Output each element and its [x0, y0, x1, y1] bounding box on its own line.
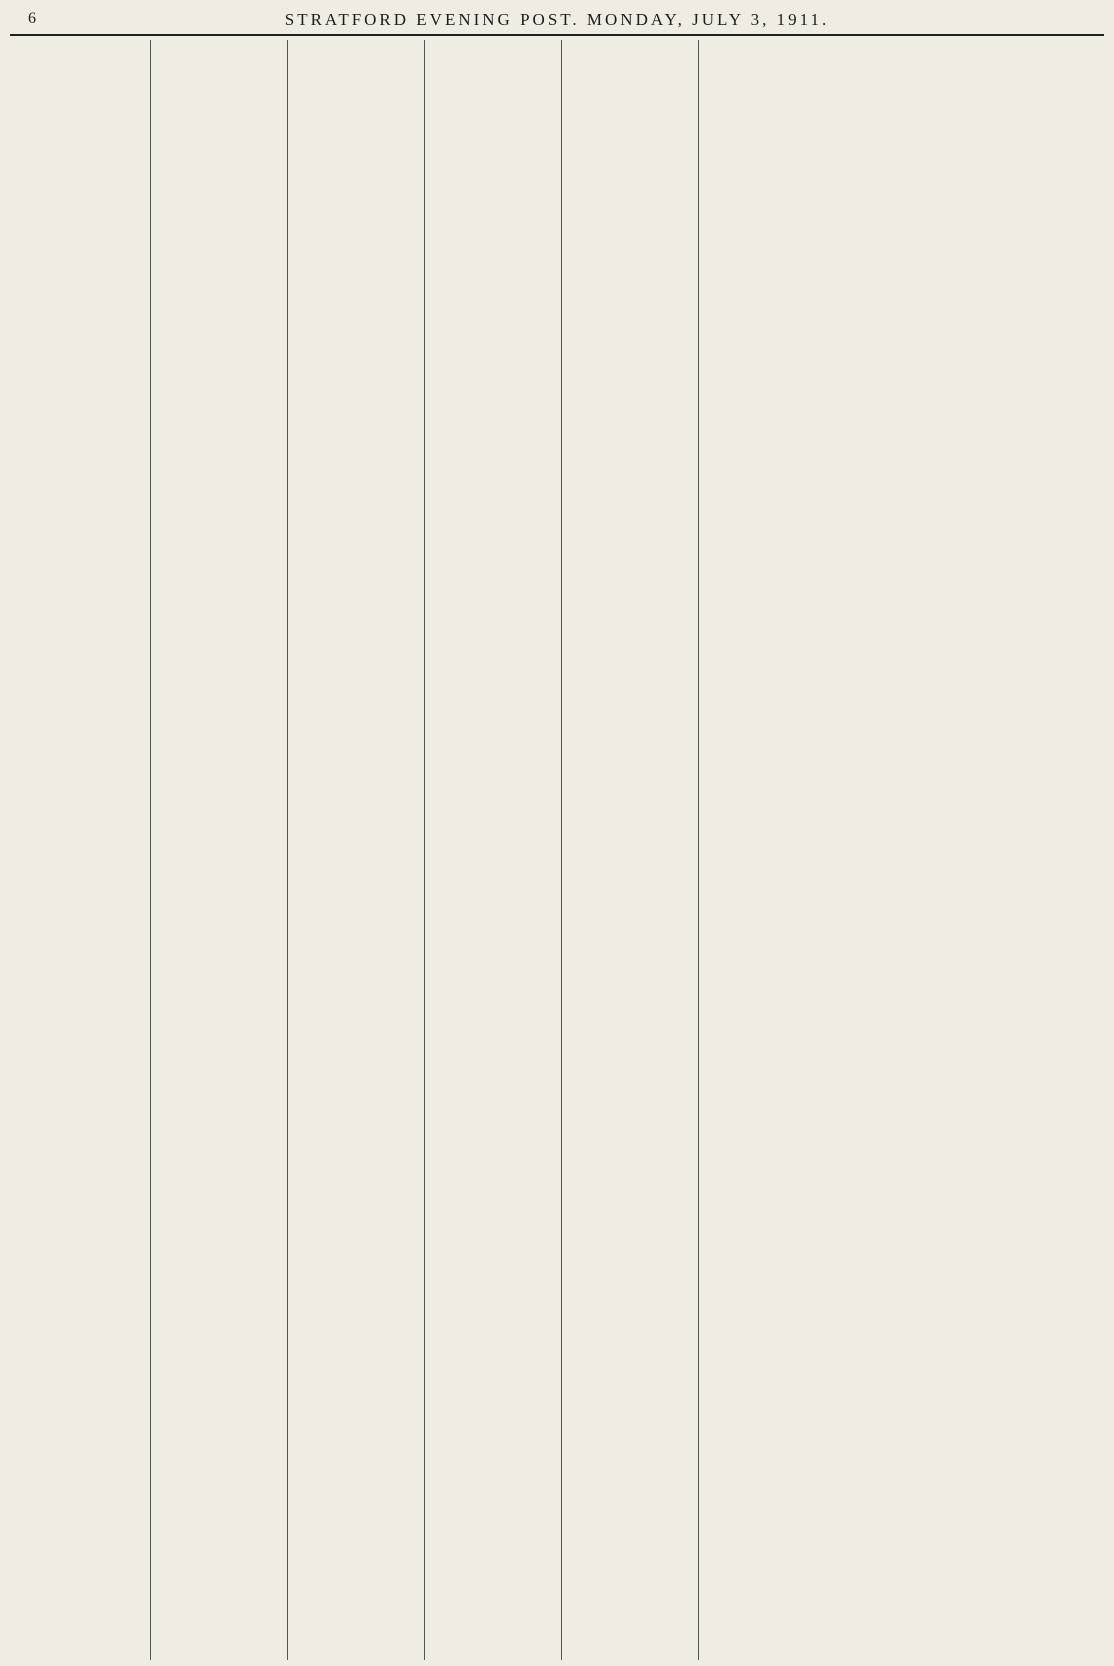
newspaper-title: STRATFORD EVENING POST. MONDAY, JULY 3, 1911. — [284, 10, 830, 29]
column-3 — [288, 40, 425, 1660]
column-4 — [425, 40, 562, 1660]
column-1 — [14, 40, 151, 1660]
column-5 — [562, 40, 699, 1660]
column-2 — [151, 40, 288, 1660]
business-notices-column — [699, 40, 1028, 1660]
page-columns — [14, 40, 1104, 1660]
page-number: 6 — [28, 10, 36, 27]
masthead — [10, 6, 1104, 36]
